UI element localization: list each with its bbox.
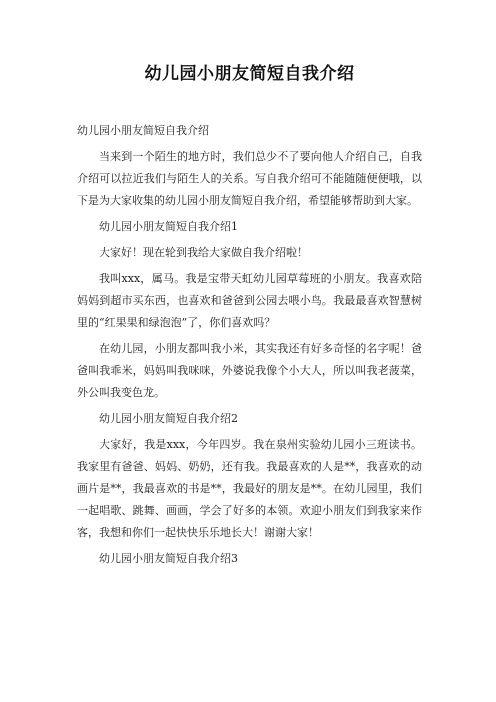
section-heading-1: 幼儿园小朋友简短自我介绍1 <box>99 220 238 233</box>
section-2-paragraph-1: 大家好，我是xxx，今年四岁。我在泉州实验幼儿园小三班读书。我家里有爸爸、妈妈、奶奶，还有我。我最喜欢的人是**，我喜欢的动画片是**，我最喜欢的书是**，我最好的朋友是**。在幼儿园里，我们一起唱歌、跳舞、画画，学会了好多的本领。欢迎小朋友们到我家来作客，我想和你们一起快快乐乐地长大！谢谢大家！ <box>77 438 422 539</box>
document-heading: 幼儿园小朋友简短自我介绍 <box>77 124 209 137</box>
section-heading-3: 幼儿园小朋友简短自我介绍3 <box>99 552 238 565</box>
section-1-paragraph-2: 我叫xxx，属马。我是宝带天虹幼儿园草莓班的小朋友。我喜欢陪妈妈到超市买东西，也喜欢和爸爸到公园去喂小鸟。我最最喜欢智慧树里的“红果果和绿泡泡”了，你们喜欢吗？ <box>77 272 422 329</box>
section-1-paragraph-3: 在幼儿园，小朋友都叫我小米，其实我还有好多奇怪的名字呢！爸爸叫我乖米，妈妈叫我咪咪，外婆说我像个小大人，所以叫我老菠菜，外公叫我变色龙。 <box>77 342 422 399</box>
section-heading-2: 幼儿园小朋友简短自我介绍2 <box>99 412 238 425</box>
intro-paragraph: 当来到一个陌生的地方时，我们总少不了要向他人介绍自己，自我介绍可以拉近我们与陌生人的关系。写自我介绍可不能随随便便哦，以下是为大家收集的幼儿园小朋友简短自我介绍，希望能够帮助到大家。 <box>77 150 422 207</box>
section-1-paragraph-1: 大家好！现在轮到我给大家做自我介绍啦！ <box>99 246 308 259</box>
document-title: 幼儿园小朋友简短自我介绍 <box>144 64 355 84</box>
